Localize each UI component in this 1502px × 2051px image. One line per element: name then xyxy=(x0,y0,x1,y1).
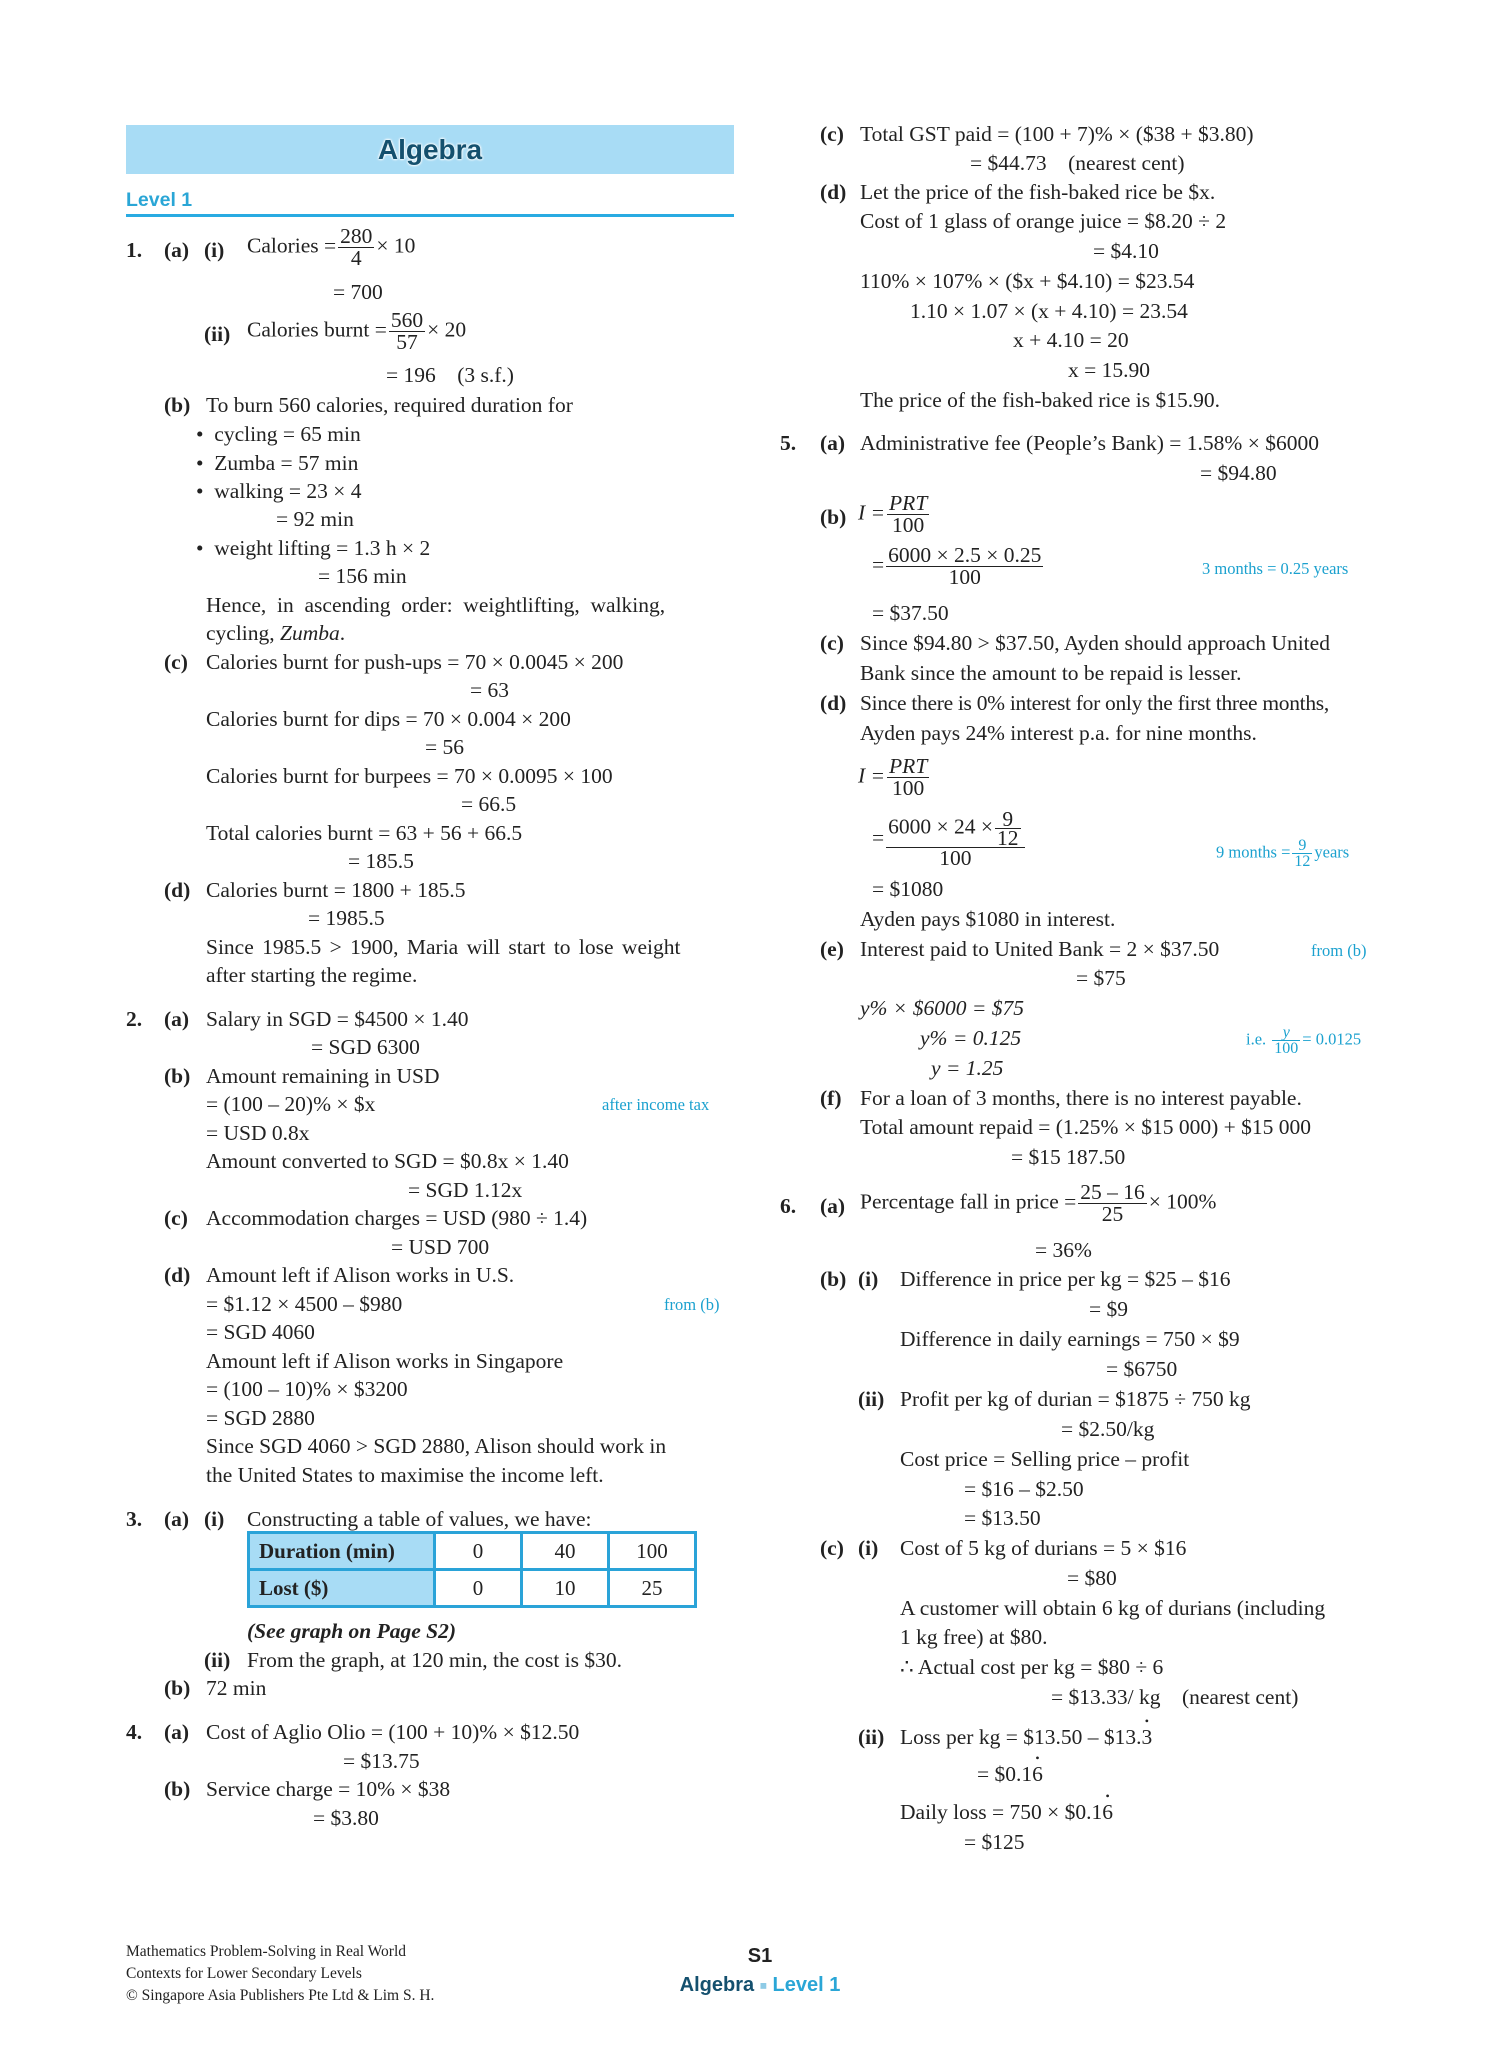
text-line: cycling, Zumba. xyxy=(206,621,346,645)
equation-result: = SGD 1.12x xyxy=(408,1178,523,1202)
fraction: $\frac{280}{4}$ xyxy=(340,224,373,270)
equation: = 6000 × 24 × $\frac{9}{12}$ 100 xyxy=(872,810,1027,869)
text-line: the United States to maximise the income left. xyxy=(206,1463,604,1487)
text-line: Ayden pays 24% interest p.a. for nine months. xyxy=(860,721,1257,745)
equation-result: = $6750 xyxy=(1106,1357,1178,1381)
recurring-digit: 3 • xyxy=(1141,1724,1152,1750)
equation: Difference in price per kg = $25 – $16 xyxy=(900,1267,1231,1291)
recurring-digit: 6 • xyxy=(1032,1761,1043,1787)
equation: 110% × 107% × ($x + $4.10) = $23.54 xyxy=(860,269,1195,293)
text-line: The price of the fish-baked rice is $15.90. xyxy=(860,388,1220,412)
equation: Calories burnt = 1800 + 185.5 xyxy=(206,878,466,902)
graph-reference: (See graph on Page S2) xyxy=(247,1619,457,1643)
table-row xyxy=(249,1570,696,1607)
level-heading: Level 1 xyxy=(126,189,193,211)
equation: = SGD 2880 xyxy=(206,1406,315,1430)
equation: Administrative fee (People’s Bank) = 1.58% × $6000 xyxy=(860,431,1319,455)
margin-note: from (b) xyxy=(1311,941,1367,960)
question-number: 5. xyxy=(780,431,797,455)
text-line: Amount remaining in USD xyxy=(206,1064,440,1088)
text-line: From the graph, at 120 min, the cost is $30. xyxy=(247,1648,623,1672)
fraction: 6000 × 24 × $\frac{9}{12}$ 100 xyxy=(886,810,1024,869)
part-label: (c) xyxy=(820,631,844,655)
equation-result: = 156 min xyxy=(318,564,407,588)
part-label: (a) xyxy=(164,238,190,262)
text-line: To burn 560 calories, required duration for xyxy=(206,393,573,417)
equation-result: = $13.75 xyxy=(343,1749,420,1773)
fraction: $\frac{560}{57}$ xyxy=(390,308,424,354)
question-number: 4. xyxy=(126,1720,143,1744)
equation: Service charge = 10% × $38 xyxy=(206,1777,451,1801)
equation: = USD 0.8x xyxy=(206,1121,310,1145)
text-line: Since there is 0% interest for only the first three months, xyxy=(860,691,1329,715)
equation-result: = $13.50 xyxy=(964,1506,1041,1530)
table-cell: 25 xyxy=(609,1570,696,1607)
fraction: $\frac{6000 \times 2.5 \times 0.25}{100}$ xyxy=(888,543,1042,589)
text-line: A customer will obtain 6 kg of durians (including xyxy=(900,1596,1326,1620)
equation: Cost of 1 glass of orange juice = $8.20 ÷ 2 xyxy=(860,209,1227,233)
equation: Daily loss = 750 × $0.16 • xyxy=(900,1799,1113,1825)
equation-result: = 700 xyxy=(333,280,383,304)
margin-note: i.e. $\frac{y}{100}$ = 0.0125 xyxy=(1246,1024,1362,1057)
text-line: Let the price of the fish-baked rice be $x. xyxy=(860,180,1216,204)
subpart-label: (ii) xyxy=(858,1725,885,1749)
subpart-label: (ii) xyxy=(858,1387,885,1411)
equation: Loss per kg = $13.50 – $13.3 • xyxy=(900,1724,1152,1750)
subpart-label: (i) xyxy=(204,1507,225,1531)
question-number: 2. xyxy=(126,1007,143,1031)
equation-result: = $1080 xyxy=(872,877,944,901)
part-label: (a) xyxy=(164,1720,190,1744)
text-line: Hence, in ascending order: weightlifting, walking, xyxy=(206,593,666,617)
equation: = $16 – $2.50 xyxy=(964,1477,1084,1501)
equation: Calories = $\frac{280}{4}$ × 10 xyxy=(247,224,416,270)
equation: ∴ Actual cost per kg = $80 ÷ 6 xyxy=(900,1655,1164,1679)
equation: Amount converted to SGD = $0.8x × 1.40 xyxy=(206,1149,569,1173)
equation: Calories burnt for push-ups = 70 × 0.0045 × 200 xyxy=(206,650,624,674)
equation: x + 4.10 = 20 xyxy=(1013,328,1129,352)
part-label: (a) xyxy=(164,1007,190,1031)
subpart-label: (i) xyxy=(204,238,225,262)
equation-result: = $94.80 xyxy=(1200,461,1277,485)
equation-result: = $0.16 • xyxy=(977,1761,1043,1787)
part-label: (a) xyxy=(820,1194,846,1218)
part-label: (b) xyxy=(164,1064,191,1088)
equation: y% × $6000 = $75 xyxy=(860,996,1024,1020)
part-label: (b) xyxy=(820,505,847,529)
section-banner xyxy=(126,125,734,174)
equation-result: = 56 xyxy=(425,735,465,759)
equation: Calories burnt for dips = 70 × 0.004 × 200 xyxy=(206,707,571,731)
separator-icon: ■ xyxy=(759,1978,767,1993)
text-line: Since 1985.5 > 1900, Maria will start to lose weight xyxy=(206,935,681,959)
page-title: Algebra xyxy=(377,133,483,165)
equation: x = 15.90 xyxy=(1068,358,1151,382)
text-line: Amount left if Alison works in U.S. xyxy=(206,1263,515,1287)
margin-note: 3 months = 0.25 years xyxy=(1202,559,1349,578)
equation-result: = $2.50/kg xyxy=(1061,1417,1155,1441)
part-label: (d) xyxy=(820,691,847,715)
text-line: after starting the regime. xyxy=(206,963,418,987)
equation: y = 1.25 xyxy=(931,1056,1004,1080)
text-line: 72 min xyxy=(206,1676,267,1700)
margin-note: from (b) xyxy=(664,1295,720,1314)
part-label: (b) xyxy=(164,393,191,417)
subpart-label: (ii) xyxy=(204,1648,231,1672)
equation: Accommodation charges = USD (980 ÷ 1.4) xyxy=(206,1206,588,1230)
part-label: (b) xyxy=(164,1777,191,1801)
equation-result: = $9 xyxy=(1089,1297,1129,1321)
equation: I = $\frac{\text{PRT}}{100}$ xyxy=(858,754,928,800)
text-line: For a loan of 3 months, there is no interest payable. xyxy=(860,1086,1302,1110)
equation: Total GST paid = (100 + 7)% × ($38 + $3.80) xyxy=(860,122,1254,146)
equation-result: = $125 xyxy=(964,1830,1025,1854)
footer-section: Algebra ■ Level 1 xyxy=(679,1974,841,1996)
equation: 1.10 × 1.07 × (x + 4.10) = 23.54 xyxy=(910,299,1188,323)
fraction: $\frac{25 - 16}{25}$ xyxy=(1080,1180,1145,1226)
part-label: (d) xyxy=(164,878,191,902)
table-cell: 10 xyxy=(522,1570,609,1607)
part-label: (c) xyxy=(164,650,188,674)
part-label: (d) xyxy=(820,180,847,204)
equation-result: = $37.50 xyxy=(872,601,949,625)
table-cell: 0 xyxy=(435,1533,522,1570)
equation: Total calories burnt = 63 + 56 + 66.5 xyxy=(206,821,523,845)
subpart-label: (ii) xyxy=(204,322,231,346)
footer-page-info xyxy=(640,1945,880,1997)
part-label: (a) xyxy=(164,1507,190,1531)
equation: Difference in daily earnings = 750 × $9 xyxy=(900,1327,1240,1351)
question-number: 6. xyxy=(780,1194,797,1218)
equation: Percentage fall in price = $\frac{25 - 16}{25}$ × 100% xyxy=(860,1180,1217,1226)
part-label: (f) xyxy=(820,1086,842,1110)
footer-book-info: Mathematics Problem-Solving in Real World Contexts for Lower Secondary Levels © Singapore Asia Publishers Pte Ltd & Lim S. H. xyxy=(126,1943,435,2004)
bullet-item: • cycling = 65 min xyxy=(196,422,361,446)
part-label: (e) xyxy=(820,937,844,961)
values-table xyxy=(247,1531,697,1608)
text-line: Since SGD 4060 > SGD 2880, Alison should work in xyxy=(206,1434,667,1458)
equation-result: = $80 xyxy=(1067,1566,1117,1590)
table-row xyxy=(249,1533,696,1570)
question-number: 1. xyxy=(126,238,143,262)
equation-result: = $15 187.50 xyxy=(1011,1145,1126,1169)
part-label: (c) xyxy=(820,122,844,146)
equation: Cost price = Selling price – profit xyxy=(900,1447,1190,1471)
level-divider xyxy=(126,214,734,217)
equation: Calories burnt = $\frac{560}{57}$ × 20 xyxy=(247,308,467,354)
part-label: (b) xyxy=(820,1267,847,1291)
part-label: (a) xyxy=(820,431,846,455)
subpart-label: (i) xyxy=(858,1536,879,1560)
equation: = (100 – 20)% × $x xyxy=(206,1092,376,1116)
text-line: 1 kg free) at $80. xyxy=(900,1625,1048,1649)
equation-result: = 63 xyxy=(470,678,510,702)
table-cell: 40 xyxy=(522,1533,609,1570)
equation: Total amount repaid = (1.25% × $15 000) + $15 000 xyxy=(860,1115,1312,1139)
page-number: S1 xyxy=(747,1945,773,1967)
part-label: (c) xyxy=(820,1536,844,1560)
equation-result: = $4.10 xyxy=(1093,239,1159,263)
equation: I = $\frac{\text{PRT}}{100}$ xyxy=(858,491,928,537)
margin-note: 9 months = $\frac{9}{12}$ years xyxy=(1216,837,1350,870)
equation: Salary in SGD = $4500 × 1.40 xyxy=(206,1007,469,1031)
fraction: $\frac{\text{PRT}}{100}$ xyxy=(889,491,928,537)
subpart-label: (i) xyxy=(858,1267,879,1291)
bullet-item: • Zumba = 57 min xyxy=(196,451,359,475)
equation: Cost of Aglio Olio = (100 + 10)% × $12.50 xyxy=(206,1720,580,1744)
bullet-item: • weight lifting = 1.3 h × 2 xyxy=(196,536,431,560)
equation-result: = $13.33/ kg (nearest cent) xyxy=(1051,1685,1299,1709)
row-header: Duration (min) xyxy=(249,1533,435,1570)
part-label: (c) xyxy=(164,1206,188,1230)
equation: = SGD 4060 xyxy=(206,1320,315,1344)
part-label: (b) xyxy=(164,1676,191,1700)
equation-result: = $75 xyxy=(1076,966,1126,990)
bullet-item: • walking = 23 × 4 xyxy=(196,479,362,503)
fraction: $\frac{\text{PRT}}{100}$ xyxy=(889,754,928,800)
equation-result: = 1985.5 xyxy=(308,906,385,930)
equation: Interest paid to United Bank = 2 × $37.50 xyxy=(860,937,1220,961)
equation-result: = $44.73 (nearest cent) xyxy=(970,151,1185,175)
text-line: Amount left if Alison works in Singapore xyxy=(206,1349,564,1373)
equation: = (100 – 10)% × $3200 xyxy=(206,1377,408,1401)
equation: Cost of 5 kg of durians = 5 × $16 xyxy=(900,1536,1187,1560)
text-line: Since $94.80 > $37.50, Ayden should approach United xyxy=(860,631,1330,655)
equation: = $1.12 × 4500 – $980 xyxy=(206,1292,403,1316)
text-line: Ayden pays $1080 in interest. xyxy=(860,907,1116,931)
equation: Calories burnt for burpees = 70 × 0.0095 × 100 xyxy=(206,764,613,788)
equation-result: = 66.5 xyxy=(461,792,517,816)
equation-result: = 92 min xyxy=(276,507,354,531)
text-line: Constructing a table of values, we have: xyxy=(247,1507,592,1531)
equation: y% = 0.125 xyxy=(920,1026,1022,1050)
equation-result: = 185.5 xyxy=(348,849,414,873)
equation-result: = 36% xyxy=(1035,1238,1092,1262)
equation: Profit per kg of durian = $1875 ÷ 750 kg xyxy=(900,1387,1251,1411)
table-cell: 0 xyxy=(435,1570,522,1607)
row-header: Lost ($) xyxy=(249,1570,435,1607)
equation: = $\frac{6000 \times 2.5 \times 0.25}{100}$ xyxy=(872,543,1042,589)
equation-result: = SGD 6300 xyxy=(311,1035,420,1059)
equation-result: = USD 700 xyxy=(391,1235,490,1259)
equation-result: = $3.80 xyxy=(313,1806,379,1830)
table-cell: 100 xyxy=(609,1533,696,1570)
text-line: Bank since the amount to be repaid is lesser. xyxy=(860,661,1242,685)
part-label: (d) xyxy=(164,1263,191,1287)
question-number: 3. xyxy=(126,1507,143,1531)
equation-result: = 196 (3 s.f.) xyxy=(386,363,514,387)
margin-note: after income tax xyxy=(602,1095,710,1114)
recurring-digit: 6 • xyxy=(1102,1799,1113,1825)
